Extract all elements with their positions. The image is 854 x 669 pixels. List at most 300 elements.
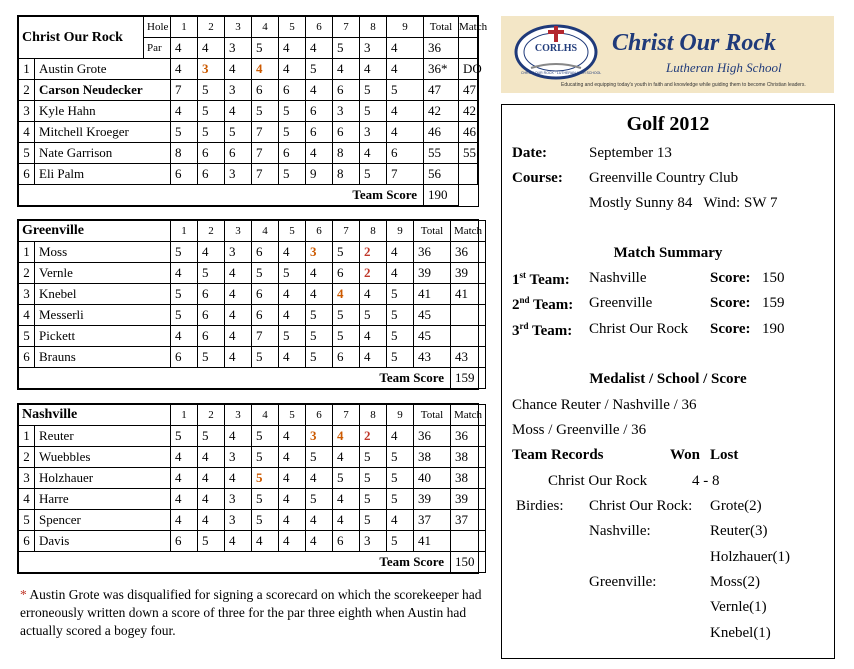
- birdie-player: Reuter(3): [710, 523, 768, 539]
- hole-score: 4: [333, 489, 360, 510]
- hole-number: 5: [279, 17, 306, 38]
- hole-score: 4: [171, 101, 198, 122]
- hole-score: 5: [333, 305, 360, 326]
- hole-number: 7: [333, 17, 360, 38]
- hole-number: 6: [306, 405, 333, 426]
- hole-score: 5: [387, 468, 414, 489]
- hole-number: 8: [360, 17, 387, 38]
- hole-score: 5: [198, 122, 225, 143]
- player-position: 2: [19, 80, 35, 101]
- birdies-label: Birdies:: [516, 498, 564, 514]
- hole-score: 6: [171, 347, 198, 368]
- player-match-score: DO: [459, 59, 478, 80]
- player-total: 45: [414, 305, 451, 326]
- hole-score: 6: [252, 305, 279, 326]
- hole-score: 5: [333, 242, 360, 263]
- hole-score: 3: [360, 122, 387, 143]
- hole-score: 5: [360, 489, 387, 510]
- team-name: Nashville: [19, 405, 171, 426]
- hole-score: 5: [171, 426, 198, 447]
- player-name: Nate Garrison: [35, 143, 171, 164]
- hole-score: 6: [198, 305, 225, 326]
- player-name: Mitchell Kroeger: [35, 122, 171, 143]
- hole-score: 6: [252, 80, 279, 101]
- hole-score: 5: [360, 80, 387, 101]
- place-suffix: st: [519, 270, 526, 280]
- player-row: [19, 426, 486, 447]
- player-match-score: 36: [451, 426, 486, 447]
- hole-score: 5: [279, 101, 306, 122]
- hole-score: 5: [306, 347, 333, 368]
- hole-score: 4: [171, 263, 198, 284]
- crest-ring-text: CHRIST OUR ROCK · LUTHERAN HIGH SCHOOL: [521, 71, 602, 75]
- player-total: 47: [424, 80, 459, 101]
- hole-number: 9: [387, 221, 414, 242]
- player-name: Spencer: [35, 510, 171, 531]
- player-name: Messerli: [35, 305, 171, 326]
- hole-score: 4: [225, 263, 252, 284]
- medalist-entry: Moss / Greenville / 36: [512, 422, 647, 438]
- hole-score: 4: [279, 510, 306, 531]
- player-total: 40: [414, 468, 451, 489]
- hole-score: 5: [333, 326, 360, 347]
- player-name: Brauns: [35, 347, 171, 368]
- footnote-star: *: [20, 587, 27, 602]
- hole-score: 4: [225, 531, 252, 552]
- hole-score: 5: [279, 122, 306, 143]
- player-match-score: 47: [459, 80, 478, 101]
- hole-score: 4: [279, 489, 306, 510]
- player-name: Carson Neudecker: [35, 80, 171, 101]
- first-place-label: [512, 270, 570, 289]
- hole-score: 4: [360, 59, 387, 80]
- blank-cell: [459, 38, 478, 59]
- hole-score: 5: [387, 326, 414, 347]
- hole-score: 4: [360, 284, 387, 305]
- par-value: 3: [225, 38, 252, 59]
- second-place-team: Greenville: [589, 295, 653, 311]
- hole-score: 4: [306, 263, 333, 284]
- hole-score: 2: [360, 242, 387, 263]
- player-row: [19, 326, 486, 347]
- player-total: 56: [424, 164, 459, 185]
- hole-score: 4: [225, 426, 252, 447]
- hole-score: 4: [171, 447, 198, 468]
- player-match-score: 38: [451, 468, 486, 489]
- hole-score: 3: [225, 242, 252, 263]
- total-header: Total: [424, 17, 459, 38]
- place-suffix: rd: [519, 321, 529, 331]
- hole-score: 4: [279, 468, 306, 489]
- team-score-label: Team Score: [19, 552, 451, 573]
- hole-score: 6: [252, 284, 279, 305]
- player-total: 37: [414, 510, 451, 531]
- hole-score: 4: [225, 284, 252, 305]
- hole-score: 6: [198, 284, 225, 305]
- course-value: Greenville Country Club: [589, 170, 739, 186]
- hole-number: 5: [279, 221, 306, 242]
- hole-score: 4: [333, 284, 360, 305]
- hole-score: 5: [360, 468, 387, 489]
- hole-number: 1: [171, 17, 198, 38]
- player-name: Austin Grote: [35, 59, 171, 80]
- lost-label: Lost: [710, 447, 739, 463]
- player-row: [19, 447, 486, 468]
- birdie-team: Greenville:: [589, 574, 657, 590]
- player-position: 5: [19, 143, 35, 164]
- birdie-player: Moss(2): [710, 574, 761, 590]
- hole-score: 6: [198, 143, 225, 164]
- hole-score: 4: [306, 80, 333, 101]
- player-row: [19, 305, 486, 326]
- player-position: 1: [19, 242, 35, 263]
- birdie-player: Knebel(1): [710, 625, 771, 641]
- hole-score: 4: [279, 242, 306, 263]
- par-value: 3: [360, 38, 387, 59]
- hole-score: 5: [306, 326, 333, 347]
- hole-score: 5: [198, 80, 225, 101]
- hole-score: 3: [225, 447, 252, 468]
- player-position: 4: [19, 122, 35, 143]
- score-label: Score:: [710, 270, 751, 286]
- player-position: 2: [19, 263, 35, 284]
- hole-score: 6: [279, 143, 306, 164]
- player-total: 46: [424, 122, 459, 143]
- player-position: 5: [19, 510, 35, 531]
- hole-number: 7: [333, 405, 360, 426]
- hole-score: 4: [333, 426, 360, 447]
- player-row: [19, 242, 486, 263]
- hole-score: 3: [225, 510, 252, 531]
- hole-score: 4: [225, 101, 252, 122]
- player-row: [19, 122, 478, 143]
- birdie-team: Christ Our Rock:: [589, 498, 693, 514]
- hole-score: 7: [252, 326, 279, 347]
- school-name: Christ Our Rock: [612, 30, 777, 56]
- player-match-score: 37: [451, 510, 486, 531]
- hole-score: 6: [198, 164, 225, 185]
- hole-score: 4: [225, 326, 252, 347]
- match-info-panel: [501, 104, 835, 659]
- player-row: [19, 468, 486, 489]
- hole-number: 1: [171, 221, 198, 242]
- hole-score: 4: [333, 447, 360, 468]
- team-label: Team:: [533, 297, 574, 313]
- hole-score: 8: [333, 143, 360, 164]
- score-label: Score:: [710, 321, 751, 337]
- date-label: Date:: [512, 145, 547, 161]
- hole-score: 6: [171, 164, 198, 185]
- hole-number: 3: [225, 405, 252, 426]
- hole-score: 6: [279, 80, 306, 101]
- hole-score: 5: [387, 489, 414, 510]
- player-match-score: 43: [451, 347, 486, 368]
- hole-score: 4: [279, 347, 306, 368]
- hole-score: 7: [252, 164, 279, 185]
- hole-score: 6: [171, 531, 198, 552]
- hole-score: 4: [333, 59, 360, 80]
- player-match-score: [451, 305, 486, 326]
- player-match-score: 42: [459, 101, 478, 122]
- hole-score: 8: [171, 143, 198, 164]
- hole-score: 5: [387, 347, 414, 368]
- hole-score: 6: [252, 242, 279, 263]
- team-label: Team:: [529, 272, 570, 288]
- hole-score: 4: [198, 510, 225, 531]
- hole-score: 4: [306, 143, 333, 164]
- hole-score: 6: [306, 122, 333, 143]
- disqualification-footnote: [20, 586, 490, 640]
- second-place-label: [512, 295, 573, 314]
- hole-score: 5: [360, 164, 387, 185]
- hole-score: 4: [252, 531, 279, 552]
- player-position: 6: [19, 164, 35, 185]
- hole-score: 5: [360, 447, 387, 468]
- hole-score: 6: [333, 531, 360, 552]
- player-total: 42: [424, 101, 459, 122]
- hole-score: 5: [252, 510, 279, 531]
- record-value: 4 - 8: [692, 473, 720, 489]
- hole-score: 4: [387, 242, 414, 263]
- hole-score: 4: [198, 447, 225, 468]
- hole-score: 4: [306, 531, 333, 552]
- par-label: Par: [144, 38, 171, 59]
- place-suffix: nd: [519, 295, 530, 305]
- player-name: Knebel: [35, 284, 171, 305]
- hole-score: 4: [306, 510, 333, 531]
- place-number: 1: [512, 272, 520, 288]
- hole-score: 5: [198, 531, 225, 552]
- hole-score: 4: [279, 426, 306, 447]
- score-label: Score:: [710, 295, 751, 311]
- team-label: Team:: [531, 323, 573, 339]
- hole-score: 5: [252, 468, 279, 489]
- player-name: Kyle Hahn: [35, 101, 171, 122]
- player-name: Wuebbles: [35, 447, 171, 468]
- hole-label: Hole: [144, 17, 171, 38]
- hole-score: 4: [171, 468, 198, 489]
- hole-score: 3: [333, 101, 360, 122]
- hole-score: 2: [360, 426, 387, 447]
- hole-score: 4: [360, 347, 387, 368]
- hole-score: 5: [198, 426, 225, 447]
- hole-score: 5: [198, 263, 225, 284]
- par-value: 5: [333, 38, 360, 59]
- hole-score: 3: [225, 80, 252, 101]
- hole-score: 4: [171, 489, 198, 510]
- hole-score: 5: [252, 447, 279, 468]
- hole-score: 3: [306, 242, 333, 263]
- hole-score: 3: [225, 489, 252, 510]
- player-position: 1: [19, 426, 35, 447]
- scorecard-greenville: [17, 219, 483, 390]
- hole-number: 7: [333, 221, 360, 242]
- scorecard-christ-our-rock: [17, 15, 488, 207]
- player-row: [19, 143, 478, 164]
- place-number: 3: [512, 323, 520, 339]
- player-total: 38: [414, 447, 451, 468]
- hole-score: 5: [171, 242, 198, 263]
- hole-score: 6: [198, 326, 225, 347]
- hole-score: 7: [252, 143, 279, 164]
- player-total: 36*: [424, 59, 459, 80]
- total-header: Total: [414, 221, 451, 242]
- first-place-team: Nashville: [589, 270, 647, 286]
- hole-score: 4: [171, 326, 198, 347]
- player-total: 55: [424, 143, 459, 164]
- hole-score: 4: [387, 101, 424, 122]
- hole-number: 2: [198, 405, 225, 426]
- hole-score: 4: [171, 510, 198, 531]
- hole-score: 4: [252, 59, 279, 80]
- birdie-player: Grote(2): [710, 498, 762, 514]
- player-match-score: 39: [451, 263, 486, 284]
- hole-score: 5: [198, 347, 225, 368]
- player-row: [19, 164, 478, 185]
- hole-number: 2: [198, 17, 225, 38]
- hole-score: 5: [252, 489, 279, 510]
- team-name: Greenville: [19, 221, 171, 242]
- hole-number: 3: [225, 17, 252, 38]
- hole-score: 5: [171, 284, 198, 305]
- hole-score: 7: [252, 122, 279, 143]
- hole-score: 3: [225, 164, 252, 185]
- par-value: 4: [171, 38, 198, 59]
- hole-score: 5: [252, 426, 279, 447]
- player-total: 45: [414, 326, 451, 347]
- event-title: Golf 2012: [626, 113, 710, 135]
- hole-score: 5: [387, 80, 424, 101]
- birdie-team: Nashville:: [589, 523, 651, 539]
- hole-score: 4: [360, 143, 387, 164]
- team-score-label: Team Score: [19, 368, 451, 389]
- hole-number: 4: [252, 221, 279, 242]
- player-total: 39: [414, 489, 451, 510]
- match-header: Match: [451, 221, 486, 242]
- hole-score: 8: [333, 164, 360, 185]
- hole-score: 5: [171, 122, 198, 143]
- hole-number: 4: [252, 405, 279, 426]
- team-records-label: Team Records: [512, 447, 604, 463]
- player-match-score: [451, 326, 486, 347]
- team-score-value: 150: [451, 552, 486, 573]
- player-name: Pickett: [35, 326, 171, 347]
- hole-score: 4: [279, 305, 306, 326]
- school-tagline: Educating and equipping today's youth in faith and knowledge while guiding them to become Christian leaders.: [561, 82, 806, 88]
- player-position: 5: [19, 326, 35, 347]
- hole-score: 4: [387, 263, 414, 284]
- hole-score: 3: [360, 531, 387, 552]
- player-position: 3: [19, 101, 35, 122]
- footnote-text: Austin Grote was disqualified for signing a scorecard on which the scorekeeper had erroneously written down a score of three for the par three eighth when Austin had actually scored a bogey four.: [20, 587, 482, 638]
- hole-number: 5: [279, 405, 306, 426]
- birdie-player: Holzhauer(1): [710, 549, 790, 565]
- hole-number: 3: [225, 221, 252, 242]
- player-position: 4: [19, 489, 35, 510]
- hole-score: 4: [279, 284, 306, 305]
- hole-score: 4: [387, 510, 414, 531]
- hole-score: 4: [306, 468, 333, 489]
- hole-score: 6: [333, 347, 360, 368]
- hole-score: 4: [279, 447, 306, 468]
- par-total: 36: [424, 38, 459, 59]
- player-match-score: [459, 164, 478, 185]
- player-row: [19, 59, 478, 80]
- hole-score: 2: [360, 263, 387, 284]
- player-row: [19, 489, 486, 510]
- hole-score: 4: [225, 347, 252, 368]
- hole-score: 7: [387, 164, 424, 185]
- hole-score: 5: [252, 101, 279, 122]
- medalist-title: Medalist / School / Score: [589, 371, 747, 387]
- hole-score: 5: [387, 305, 414, 326]
- hole-score: 6: [333, 263, 360, 284]
- hole-score: 4: [198, 468, 225, 489]
- hole-score: 4: [279, 531, 306, 552]
- hole-score: 5: [279, 263, 306, 284]
- player-name: Holzhauer: [35, 468, 171, 489]
- match-header: Match: [451, 405, 486, 426]
- hole-score: 6: [306, 101, 333, 122]
- player-match-score: 41: [451, 284, 486, 305]
- hole-score: 5: [387, 531, 414, 552]
- hole-number: 1: [171, 405, 198, 426]
- player-position: 2: [19, 447, 35, 468]
- player-total: 41: [414, 531, 451, 552]
- hole-score: 3: [306, 426, 333, 447]
- hole-score: 5: [360, 510, 387, 531]
- hole-number: 4: [252, 17, 279, 38]
- player-match-score: 36: [451, 242, 486, 263]
- hole-score: 7: [171, 80, 198, 101]
- hole-score: 4: [306, 284, 333, 305]
- team-name: Christ Our Rock: [19, 17, 144, 59]
- player-position: 6: [19, 347, 35, 368]
- player-row: [19, 510, 486, 531]
- hole-score: 5: [198, 101, 225, 122]
- hole-score: 6: [333, 80, 360, 101]
- birdie-player: Vernle(1): [710, 599, 767, 615]
- weather-value: Mostly Sunny 84 Wind: SW 7: [589, 195, 778, 211]
- hole-score: 3: [198, 59, 225, 80]
- hole-score: 5: [279, 326, 306, 347]
- hole-score: 4: [225, 59, 252, 80]
- second-place-score: 159: [762, 295, 785, 311]
- hole-score: 5: [171, 305, 198, 326]
- hole-score: 4: [279, 59, 306, 80]
- player-name: Davis: [35, 531, 171, 552]
- hole-score: 6: [333, 122, 360, 143]
- hole-score: 4: [387, 426, 414, 447]
- hole-score: 6: [387, 143, 424, 164]
- third-place-score: 190: [762, 321, 785, 337]
- team-score-value: 190: [424, 185, 459, 206]
- hole-score: 4: [198, 242, 225, 263]
- player-name: Harre: [35, 489, 171, 510]
- place-number: 2: [512, 297, 520, 313]
- player-total: 36: [414, 426, 451, 447]
- player-name: Eli Palm: [35, 164, 171, 185]
- hole-score: 5: [306, 59, 333, 80]
- player-row: [19, 531, 486, 552]
- hole-number: 8: [360, 221, 387, 242]
- par-value: 4: [306, 38, 333, 59]
- player-position: 3: [19, 284, 35, 305]
- hole-score: 5: [279, 164, 306, 185]
- player-name: Vernle: [35, 263, 171, 284]
- player-total: 43: [414, 347, 451, 368]
- player-match-score: 55: [459, 143, 478, 164]
